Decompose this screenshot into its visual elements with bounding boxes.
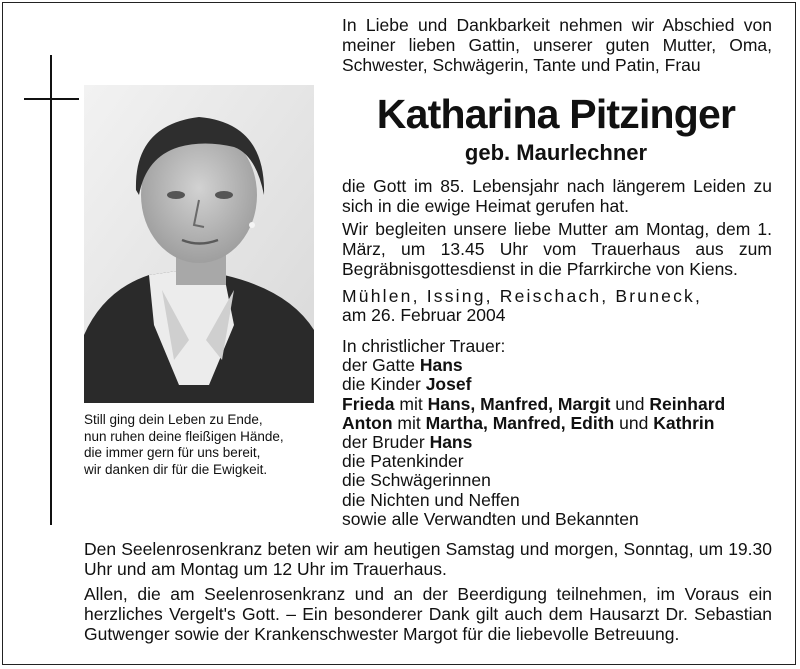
rosary-notice: Den Seelenrosenkranz beten wir am heutigen Samstag und morgen, Sonntag, um 19.30 Uhr und am Montag um 12 Uhr im Trauerhaus. (84, 539, 772, 579)
mourner-child-family: Anton mit Martha, Manfred, Edith und Kathrin (342, 412, 715, 433)
poem-line: Still ging dein Leben zu Ende, (84, 412, 263, 427)
memorial-poem (84, 412, 324, 478)
thanks-notice: Allen, die am Seelenrosenkranz und an der Beerdigung teilnehmen, im Voraus ein herzliches Vergelt's Gott. – Ein besonderer Dank gilt auch dem Hausarzt Dr. Sebastian Gutwenger sowie der Krankenschwester Margot für die liebevolle Betreuung. (84, 584, 772, 644)
mourner-nieces-nephews: die Nichten und Neffen (342, 489, 520, 510)
maiden-name: geb. Maurlechner (464, 140, 648, 165)
place-line: Mühlen, Issing, Reischach, Bruneck, (342, 286, 703, 306)
mourner-in-laws: die Schwägerinnen (342, 470, 491, 491)
deceased-name: Katharina Pitzinger (376, 91, 736, 137)
cross-icon-vertical (50, 55, 52, 525)
mourner-brother: der Bruder Hans (342, 432, 473, 453)
mourner-godchildren: die Patenkinder (342, 451, 464, 472)
poem-line: wir danken dir für die Ewigkeit. (84, 461, 268, 477)
mourner-child-family: Frieda mit Hans, Manfred, Margit und Reinhard (342, 393, 726, 414)
poem-line: nun ruhen deine fleißigen Hände, (84, 428, 284, 444)
portrait-photo (84, 85, 314, 403)
mourner-children: die Kinder Josef (342, 374, 472, 395)
funeral-details: Wir begleiten unsere liebe Mutter am Montag, dem 1. März, um 13.45 Uhr vom Trauerhaus aus zum Begräbnisgottesdienst in die Pfarrkirche von Kiens. (342, 219, 772, 279)
mourners-heading: In christlicher Trauer: (342, 336, 506, 356)
mourners-list (342, 337, 772, 529)
farewell-intro: In Liebe und Dankbarkeit nehmen wir Abschied von meiner lieben Gattin, unserer guten Mutter, Oma, Schwester, Schwägerin, Tante und Patin, Frau (342, 15, 772, 75)
poem-line: die immer gern für uns bereit, (84, 445, 261, 460)
cross-icon-horizontal (24, 98, 79, 100)
mourner-spouse: der Gatte Hans (342, 355, 463, 376)
date-line: am 26. Februar 2004 (342, 305, 506, 325)
death-announcement: die Gott im 85. Lebensjahr nach längerem Leiden zu sich in die ewige Heimat gerufen hat. (342, 176, 772, 216)
mourner-relatives: sowie alle Verwandten und Bekannten (342, 508, 639, 529)
